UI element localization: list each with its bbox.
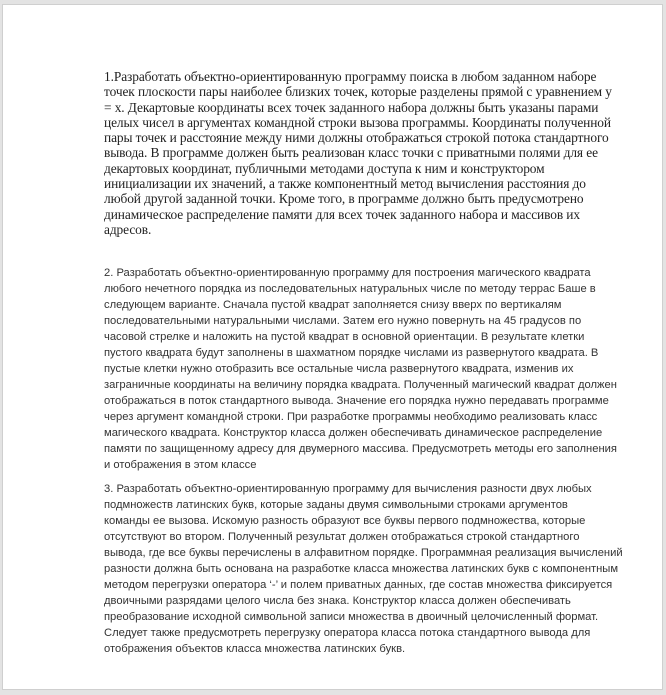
paragraph-line: заграничные координаты на величину порядка квадрата. Полученный магический квадрат должен [104,379,617,391]
paragraph-line: отображаться в поток стандартного вывода. Значение его порядка нужно передавать программе [104,395,609,407]
paragraph-line: инициализации их значений, а также компонентный метод вычисления расстояния до [104,176,586,192]
paragraph-line: отсутствуют во втором. Полученный результат должен отображаться строкой стандартного [104,531,580,543]
document-page [2,4,663,690]
paragraph-line: целых чисел в аргументах командной строки вызова программы. Координаты полученной [104,114,611,130]
paragraph-line: и отображения в этом классе [104,459,257,471]
paragraph-line: 1.Разработать объектно-ориентированную программу поиска в любом заданном наборе [104,69,597,84]
paragraph-line: памяти по защищенному адресу для двумерного массива. Предусмотреть методы его заполнения [104,443,617,455]
paragraph-line: команды ее вызова. Искомую разность образуют все буквы первого подмножества, которые [104,515,586,527]
paragraph-line: любой другой заданной точки. Кроме того, в программе должно быть предусмотрено [104,191,584,207]
paragraph-line: пустого квадрата будут заполнены в шахматном порядке числами из развернутого квадрата. В [104,347,599,359]
paragraph-line: пары точек и расстояние между ними должны отображаться строкой потока стандартного [104,130,609,146]
paragraph-line: = x. Декартовые координаты всех точек заданного набора должны быть указаны парами [104,99,599,115]
paragraph-line: адресов. [104,221,152,237]
paragraph-line: через аргумент командной строки. При разработке программы необходимо реализовать класс [104,411,598,423]
paragraph-line: любого нечетного порядка из последовательных натуральных числе по методу террас Баше в [104,283,596,295]
paragraph-line: вывода, где все буквы перечислены в алфавитном порядке. Программная реализация вычислений [104,547,623,559]
paragraph-line: следующем варианте. Сначала пустой квадрат заполняется снизу вверх по вертикалям [104,299,562,311]
paragraph-line: магического квадрата. Конструктор класса должен обеспечивать динамическое распределение [104,427,603,439]
task-paragraph-1 [104,69,612,237]
paragraph-line: разности должна быть основана на разработке класса множества латинских букв с компонентным [104,563,619,575]
paragraph-line: методом перегрузки оператора ‘-’ и полем приватных данных, где состав множества фиксируется [104,579,613,591]
paragraph-line: динамическое распределение памяти для всех точек заданного набора и массивов их [104,206,580,222]
paragraph-line: преобразование исходной символьной записи множества в двоичный целочисленный формат. [104,611,599,623]
paragraph-line: часовой стрелке и наложить на пустой квадрат в основной ориентации. В результате клетки [104,331,585,343]
paragraph-line: двоичными разрядами целого числа без знака. Конструктор класса должен обеспечивать [104,595,571,607]
paragraph-line: последовательными натуральными числами. Затем его нужно повернуть на 45 градусов по [104,315,582,327]
paragraph-line: точек плоскости пары наиболее близких точек, которые разделены прямой с уравнением y [104,84,612,100]
paragraph-line: пустые клетки нужно отобразить все остальные числа развернутого квадрата, изменив их [104,363,574,375]
paragraph-line: подмножеств латинских букв, которые заданы двумя символьными строками аргументов [104,499,568,511]
paragraph-line: отображения объектов класса множества латинских букв. [104,643,406,655]
paragraph-line: декартовых координат, публичными методами доступа к ним и конструктором [104,160,545,176]
paragraph-line: вывода. В программе должен быть реализован класс точки с приватными полями для ее [104,145,598,161]
paragraph-line: 2. Разработать объектно-ориентированную программу для построения магического квадрата [104,267,591,279]
task-paragraph-2 [104,265,617,473]
task-paragraph-3 [104,481,623,657]
paragraph-line: 3. Разработать объектно-ориентированную программу для вычисления разности двух любых [104,483,592,495]
paragraph-line: Следует также предусмотреть перегрузку оператора класса потока стандартного вывода для [104,627,591,639]
